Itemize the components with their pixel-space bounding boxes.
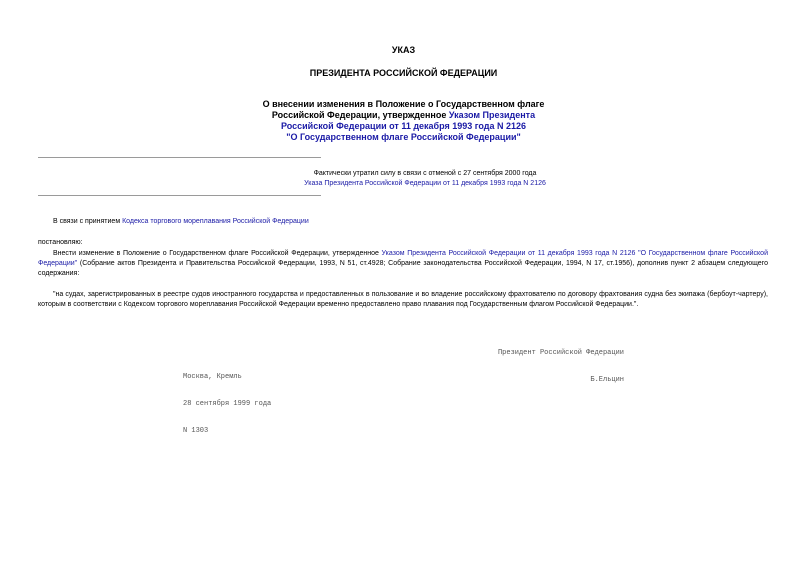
title-decree-link-part-3[interactable]: "О Государственном флаге Российской Федерации"	[286, 132, 521, 142]
maritime-code-link[interactable]: Кодекса торгового мореплавания Российской Федерации	[122, 218, 309, 225]
decree-date: 28 сентября 1999 года	[183, 400, 272, 408]
heading-ukaz-text: УКАЗ	[391, 45, 416, 55]
title-line-2	[0, 110, 807, 121]
place-date-block	[183, 355, 383, 445]
signature-name: Б.Ельцин	[590, 376, 624, 384]
decree-word	[38, 238, 238, 248]
decree-number: N 1303	[183, 427, 209, 435]
signature-position: Президент Российской Федерации	[497, 349, 624, 357]
heading-president	[0, 68, 807, 79]
main-paragraph-part-1: Внести изменение в Положение о Государственном флаге Российской Федерации, утвержденное	[53, 250, 382, 257]
status-note	[230, 169, 620, 189]
title-line-2-plain: Российской Федерации, утвержденное	[271, 110, 449, 120]
title-decree-link-part-1[interactable]: Указом Президента	[448, 110, 536, 120]
heading-ukaz	[0, 45, 807, 56]
main-paragraph-decree-link[interactable]: Указом Президента Российской Федерации от 11 декабря 1993 года N 2126 "О Государственном флаге Российской Федерации"	[38, 250, 768, 267]
decree-word-text: постановляю:	[38, 239, 83, 246]
signature-block	[460, 331, 624, 394]
title-line-1: О внесении изменения в Положение о Государственном флаге	[262, 99, 545, 109]
status-note-link[interactable]: Указа Президента Российской Федерации от 11 декабря 1993 года N 2126	[304, 180, 546, 187]
main-paragraph	[38, 249, 768, 279]
place-city: Москва, Кремль	[183, 373, 242, 381]
quoted-addition	[38, 290, 768, 310]
preamble	[53, 217, 653, 227]
quoted-addition-text: "на судах, зарегистрированных в реестре судов иностранного государства и предоставленных в пользование и во владение российскому фрахтователю по договору фрахтования судна без экипажа (бербоут-чартеру), которым в соответствии с Кодексом торгового мореплавания Российской Федерации временно предоставлено право плавания под Государственным флагом Российской Федерации.".	[38, 291, 768, 308]
heading-president-text: ПРЕЗИДЕНТА РОССИЙСКОЙ ФЕДЕРАЦИИ	[309, 68, 498, 78]
main-paragraph-part-2: (Собрание актов Президента и Правительства Российской Федерации, 1993, N 51, ст.4928; Собрание законодательства Российской Федерации, 1994, N 17, ст.1956), дополнив пункт 2 абзацем следующего содержания:	[38, 260, 768, 277]
document-title	[0, 99, 807, 143]
divider-top	[38, 157, 321, 158]
status-note-text: Фактически утратил силу в связи с отменой с 27 сентября 2000 года	[313, 170, 537, 177]
divider-bottom	[38, 195, 321, 196]
preamble-text: В связи с принятием	[53, 218, 123, 225]
title-decree-link-part-2[interactable]: Российской Федерации от 11 декабря 1993 года N 2126	[280, 121, 527, 131]
